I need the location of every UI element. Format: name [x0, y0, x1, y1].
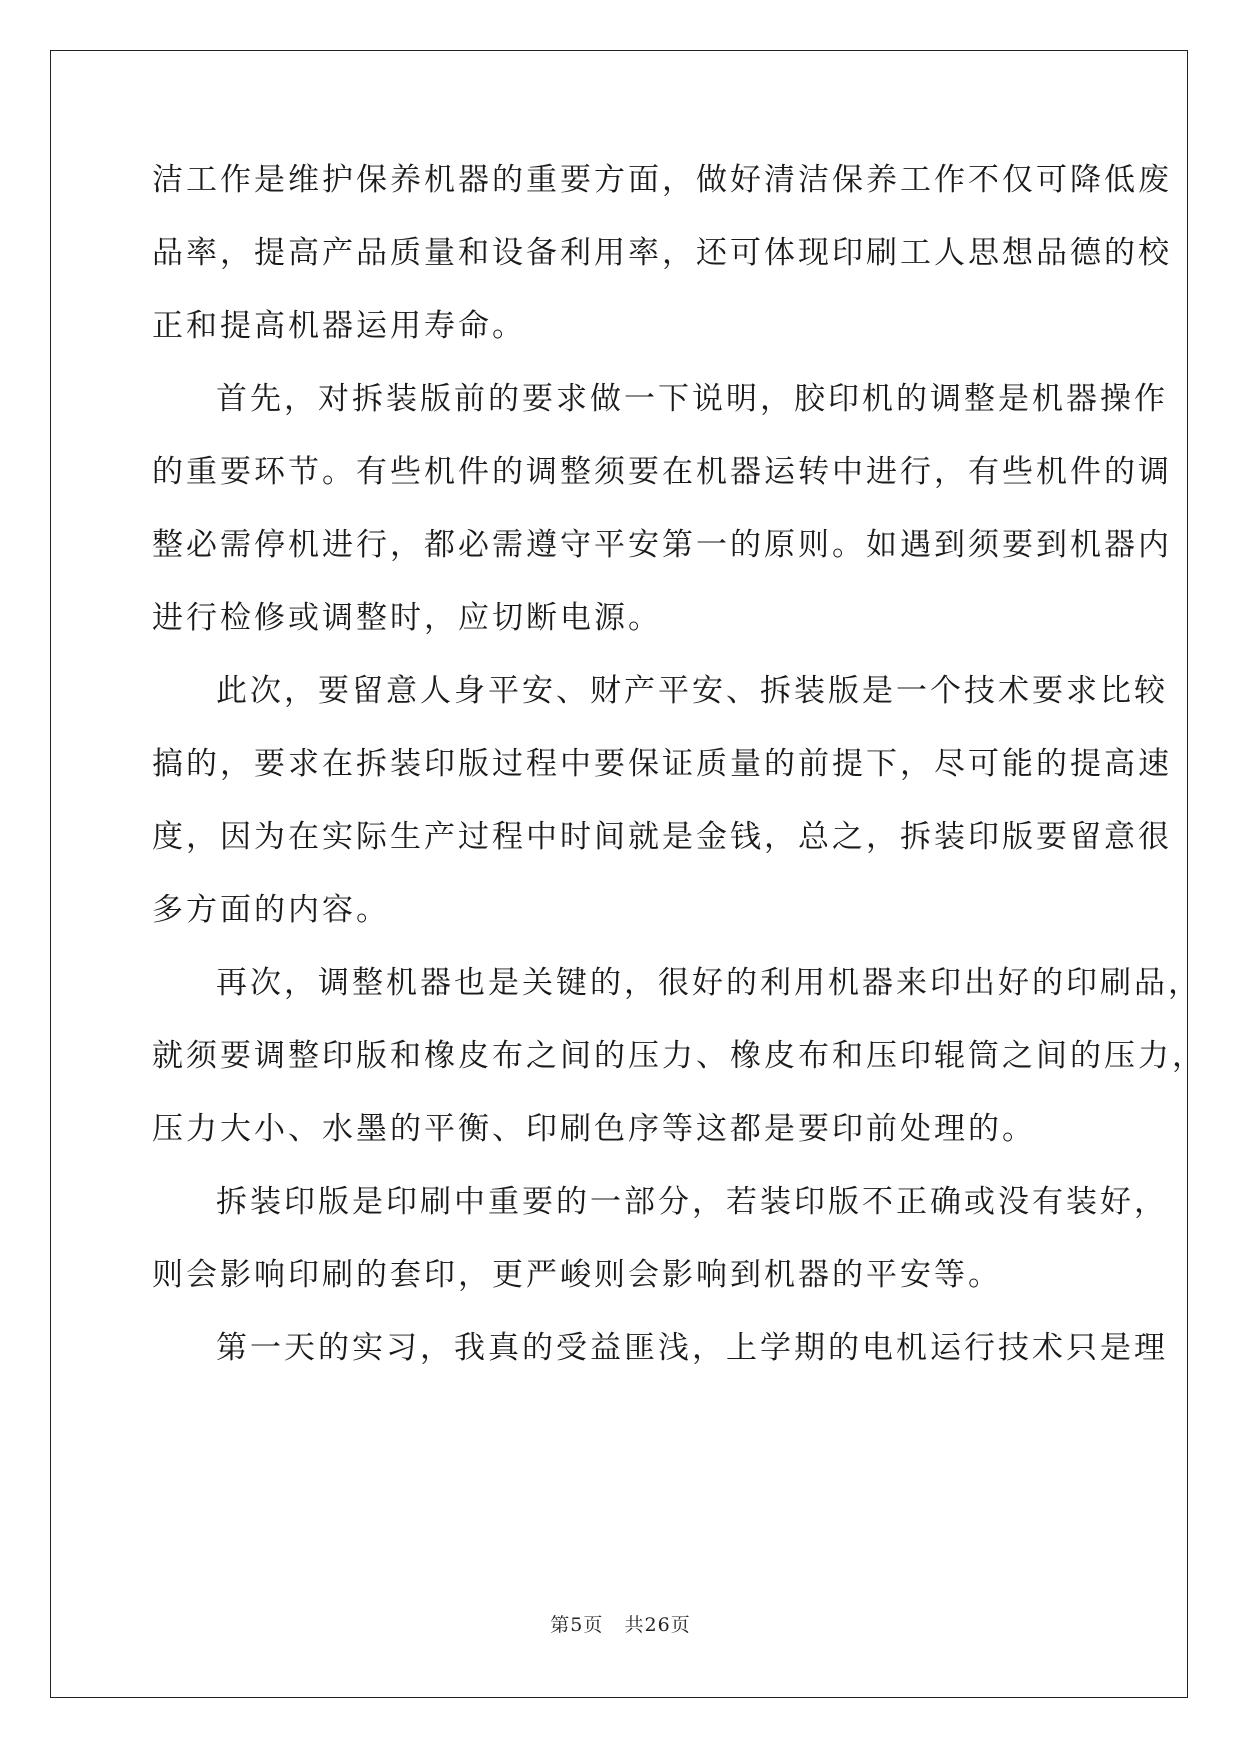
total-pages: 共26页 [624, 1614, 691, 1636]
text-line: 第一天的实习，我真的受益匪浅，上学期的电机运行技术只是理 [216, 1330, 1168, 1366]
page-border [50, 50, 1188, 1698]
footer-spacer [603, 1614, 624, 1636]
text-line: 再次，调整机器也是关键的，很好的利用机器来印出好的印刷品， [216, 965, 1202, 1001]
text-line: 多方面的内容。 [152, 892, 390, 928]
text-line: 则会影响印刷的套印，更严峻则会影响到机器的平安等。 [152, 1257, 1002, 1293]
text-line: 此次，要留意人身平安、财产平安、拆装版是一个技术要求比较 [216, 673, 1168, 709]
text-line: 整必需停机进行，都必需遵守平安第一的原则。如遇到须要到机器内 [152, 527, 1172, 563]
text-line: 首先，对拆装版前的要求做一下说明，胶印机的调整是机器操作 [216, 381, 1168, 417]
text-line: 正和提高机器运用寿命。 [152, 308, 526, 344]
text-line: 压力大小、水墨的平衡、印刷色序等这都是要印前处理的。 [152, 1111, 1036, 1147]
page-footer [0, 1613, 1241, 1637]
text-line: 拆装印版是印刷中重要的一部分，若装印版不正确或没有装好， [216, 1184, 1168, 1220]
text-line: 就须要调整印版和橡皮布之间的压力、橡皮布和压印辊筒之间的压力， [152, 1038, 1206, 1074]
text-line: 度，因为在实际生产过程中时间就是金钱，总之，拆装印版要留意很 [152, 819, 1172, 855]
text-line: 的重要环节。有些机件的调整须要在机器运转中进行，有些机件的调 [152, 454, 1172, 490]
current-page-number: 第5页 [550, 1614, 604, 1636]
text-line: 进行检修或调整时，应切断电源。 [152, 600, 662, 636]
text-line: 洁工作是维护保养机器的重要方面，做好清洁保养工作不仅可降低废 [152, 162, 1172, 198]
text-line: 搞的，要求在拆装印版过程中要保证质量的前提下，尽可能的提高速 [152, 746, 1172, 782]
text-line: 品率，提高产品质量和设备利用率，还可体现印刷工人思想品德的校 [152, 235, 1172, 271]
